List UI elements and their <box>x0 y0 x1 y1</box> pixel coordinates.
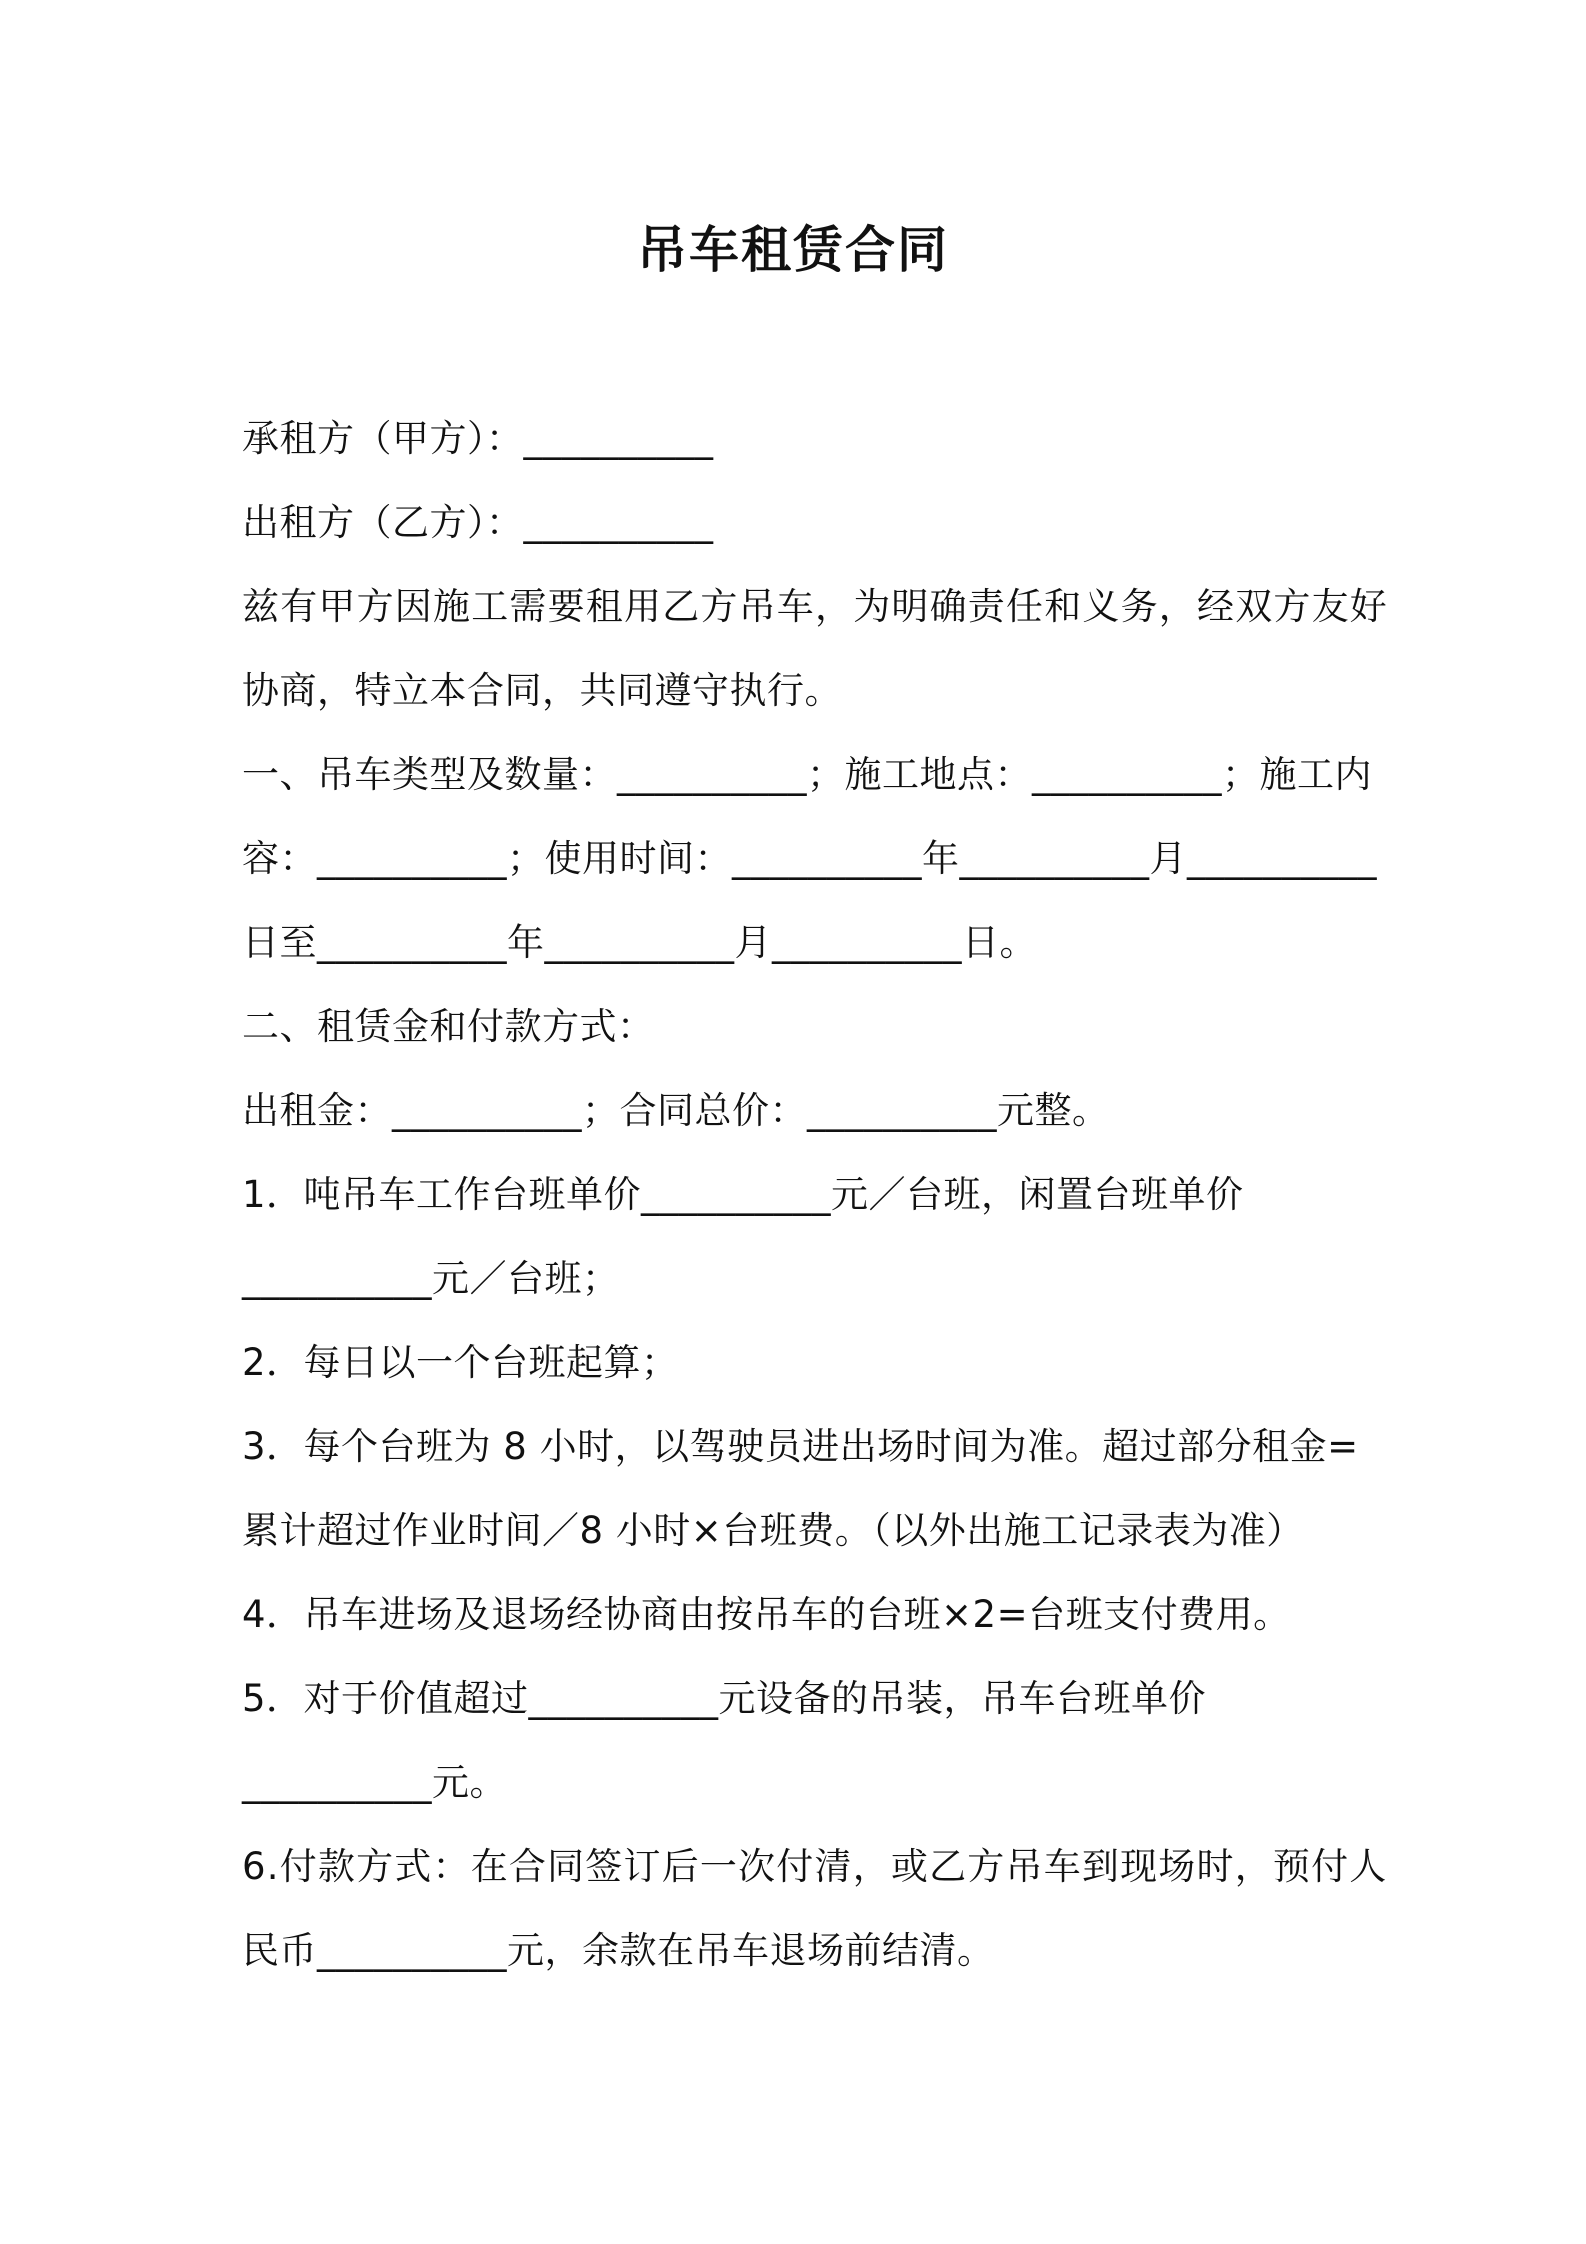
rent-total-line: 出租金：__________；合同总价：__________元整。 <box>242 1089 1110 1132</box>
document-title: 吊车租赁合同 <box>637 221 949 279</box>
party-a-line: 承租方（甲方）：__________ <box>242 417 714 460</box>
preamble-line-1: 兹有甲方因施工需要租用乙方吊车，为明确责任和义务，经双方友好 <box>242 585 1388 628</box>
party-b-line: 出租方（乙方）：__________ <box>242 501 714 544</box>
clause-1-line-2: 容：__________；使用时间：__________年__________月__________ <box>242 837 1377 880</box>
item-6-line-2: 民币__________元，余款在吊车退场前结清。 <box>242 1929 995 1972</box>
preamble-line-2: 协商，特立本合同，共同遵守执行。 <box>242 669 842 712</box>
item-2-line: 2．每日以一个台班起算； <box>242 1341 679 1384</box>
item-5-line-2: __________元。 <box>242 1761 507 1804</box>
clause-1-line-3: 日至__________年__________月__________日。 <box>242 921 1037 964</box>
contract-body <box>242 404 1388 2000</box>
item-5-line-1: 5．对于价值超过__________元设备的吊装，吊车台班单价 <box>242 1677 1207 1720</box>
clause-2-heading: 二、租赁金和付款方式： <box>242 1005 655 1048</box>
item-3-line-2: 累计超过作业时间／8 小时×台班费。（以外出施工记录表为准） <box>242 1509 1304 1552</box>
item-4-line: 4．吊车进场及退场经协商由按吊车的台班×2=台班支付费用。 <box>242 1593 1291 1636</box>
item-6-line-1: 6.付款方式：在合同签订后一次付清，或乙方吊车到现场时，预付人 <box>242 1845 1388 1888</box>
item-1-line-1: 1．吨吊车工作台班单价__________元／台班，闲置台班单价 <box>242 1173 1244 1216</box>
item-1-line-2: __________元／台班； <box>242 1257 620 1300</box>
item-3-line-1: 3．每个台班为 8 小时，以驾驶员进出场时间为准。超过部分租金= <box>242 1425 1359 1468</box>
clause-1-line-1: 一、吊车类型及数量：__________；施工地点：__________；施工内 <box>242 753 1372 796</box>
